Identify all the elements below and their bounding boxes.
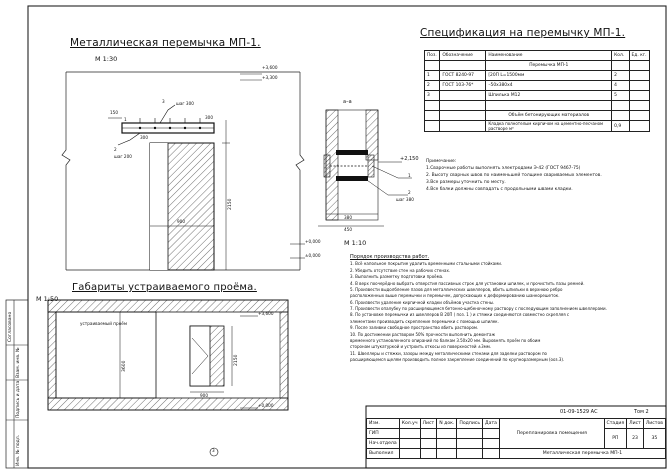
procedure-item: временного установленного опираний по балкам 3.50х20 мм. Выровнять проём по обоим <box>350 337 541 343</box>
procedure-item: 7. Произвести опалубку по расширяющемся бетонно-щебеночному раствору с последующим заполнением швеллерами. <box>350 306 607 312</box>
stamp-role: Выполнил <box>367 449 400 459</box>
table-row: 3 Шпилька М12 5 <box>425 91 650 101</box>
procedure-item: расширяющемся щелям производить полное закрепление соединений по крупноразмерным (ооз.3). <box>350 357 565 363</box>
table-row: 2 ГОСТ 103-76* –50х380х4 4 <box>425 81 650 91</box>
volume-label: Том 2 <box>634 409 649 415</box>
stamp-col-label: Листов <box>643 419 665 429</box>
dimension: 380 <box>344 215 352 220</box>
dimension: 150 <box>110 110 118 115</box>
side-strip-label: Согласовано <box>8 311 13 342</box>
drawing-name: Металлическая перемычка МП-1 <box>499 449 665 459</box>
title-block <box>366 418 666 459</box>
procedure-item: 10. По достижении раствором 50% прочности выполнить демонтаж <box>350 331 496 337</box>
spec-header-cell: Обозначение <box>440 51 486 61</box>
level-mark: +0,000 <box>305 239 321 244</box>
note-item: 4.Все балки должны совпадать с продольными швами кладки. <box>426 187 573 193</box>
callout-number: 2 <box>114 147 117 152</box>
callout-number: 1 <box>124 117 127 122</box>
project-name: Перепланировка помещения <box>499 419 604 449</box>
sheet-marker: 3 <box>212 448 215 453</box>
procedure-block <box>350 255 607 364</box>
side-strip-label: Инв. № подл. <box>16 434 21 466</box>
dimension: 900 <box>200 393 208 398</box>
spec-header-row <box>425 51 650 61</box>
procedure-item: 1. Всё напольное покрытие удалить временными стальными стойками. <box>350 261 503 267</box>
callout-number: 1 <box>408 173 411 178</box>
table-row <box>425 101 650 111</box>
stamp-cell: Дата <box>483 419 500 429</box>
level-mark: +0,000 <box>258 403 274 408</box>
stamp-col-label: Лист <box>627 419 644 429</box>
dimension: 2150 <box>228 198 233 210</box>
procedure-item: 8. По установке перемычки из швеллеров В 20П ( поз. 1 ) и стяжки соединяются совместно скрепляя с <box>350 312 570 318</box>
procedure-item: элементами производить скрепление перемычки с помощью шпилек. <box>350 318 499 324</box>
stamp-col-label: Стадия <box>604 419 627 429</box>
procedure-item: 5. Произвести выдолбление пазов для металлических швеллеров, вбить шпильки в верхнюю ребро <box>350 286 563 292</box>
note-item: 3.Все размеры уточнить по месту. <box>426 180 506 186</box>
dimension: 900 <box>177 219 185 224</box>
procedure-item: 6. Произвести удаление кирпичной кладки объёмов участка стены. <box>350 299 495 305</box>
opening-label: устраиваемый проём <box>80 321 127 326</box>
dimension: 2150 <box>234 354 239 366</box>
stamp-role: Нач.отдела <box>367 439 400 449</box>
note-item: 2. Высоту сварных швов по наименьшей толщине свариваемых элементов. <box>426 173 602 179</box>
callout-number: 2 <box>408 190 411 195</box>
opening-scale: М 1:50 <box>36 295 59 303</box>
table-row: Объём бетонирующих материалов <box>425 111 650 121</box>
spec-title: Спецификация на перемычку МП-1. <box>420 27 626 39</box>
drawing-code: 01-09-1529 АС <box>560 409 598 415</box>
stamp-cell: N док. <box>437 419 457 429</box>
stamp-cell: Подпись <box>457 419 483 429</box>
pitch-label: шаг 300 <box>176 101 194 106</box>
pitch-label: шаг 200 <box>114 154 132 159</box>
stamp-cell: Кол.уч <box>399 419 420 429</box>
procedure-item: сторонам штукатуркой и устроить откосы из поверхностей ±3мм. <box>350 344 492 350</box>
procedure-item: расположенных выше перемычки и перемычек, допускающих к деформированию шанкорешеток. <box>350 293 560 299</box>
procedure-item: 3. Выполнить разметку подготовки проёма. <box>350 274 444 280</box>
table-row: Перемычка МП-1 <box>425 61 650 71</box>
stamp-role: ГИП <box>367 429 400 439</box>
spec-header-cell: Ед. кг. <box>629 51 649 61</box>
lintel-title: Металлическая перемычка МП-1. <box>70 37 261 49</box>
level-mark: ±0,000 <box>305 253 321 258</box>
procedure-item: 2. Убедить отсутствие стен на рабочих стенах. <box>350 267 451 273</box>
table-row: 1 ГОСТ 8240-97 [20П L=1500мм 2 <box>425 71 650 81</box>
side-strip-label: Подпись и дата <box>16 380 21 418</box>
spec-header-cell: Поз. <box>425 51 440 61</box>
callout-number: 3 <box>162 99 165 104</box>
table-row: Кладка полнотелым кирпичом на цементно-песчаном растворе м³ 0,9 <box>425 121 650 132</box>
level-mark: +3,600 <box>262 65 278 70</box>
stamp-col-value: 23 <box>627 429 644 449</box>
stamp-cell: Изм. <box>367 419 400 429</box>
notes-heading: Примечание: <box>426 159 457 164</box>
note-item: 1.Сварочные работы выполнять электродами Э-42 (ГОСТ 9467-75) <box>426 166 581 172</box>
procedure-heading: Порядок производства работ. <box>350 254 430 260</box>
pitch-label: шаг 380 <box>396 197 414 202</box>
procedure-item: 4. В верх поочерёдно выбрать отверстия пассивных строк для установки шпилек, и прочистить пазы ремней. <box>350 280 585 286</box>
spec-table <box>424 50 650 132</box>
lintel-scale: М 1:30 <box>95 55 118 63</box>
procedure-item: 11. Швеллеры и стяжки, зазоры между металлическими стенами для заделки раствором по <box>350 350 548 356</box>
stamp-col-value: РП <box>604 429 627 449</box>
stamp-cell: Лист <box>420 419 437 429</box>
spec-header-cell: Кол. <box>612 51 629 61</box>
dimension: 300 <box>205 115 213 120</box>
level-mark: +3,300 <box>262 75 278 80</box>
dimension: 300 <box>140 135 148 140</box>
section-scale: М 1:10 <box>344 239 367 247</box>
side-strip-label: Взам. инв. № <box>16 347 21 378</box>
notes-block <box>426 160 602 195</box>
procedure-item: 9. После заливки свободное пространство вбить раствором. <box>350 325 479 331</box>
level-mark: +3,600 <box>258 311 274 316</box>
dimension: 3600 <box>122 360 127 372</box>
section-level: +2,150 <box>400 156 419 162</box>
dimension: 450 <box>344 227 352 232</box>
spec-header-cell: Наименование <box>486 51 612 61</box>
section-mark: а–а <box>343 99 352 105</box>
stamp-col-value: 35 <box>643 429 665 449</box>
opening-title: Габариты устраиваемого проёма. <box>72 282 257 293</box>
